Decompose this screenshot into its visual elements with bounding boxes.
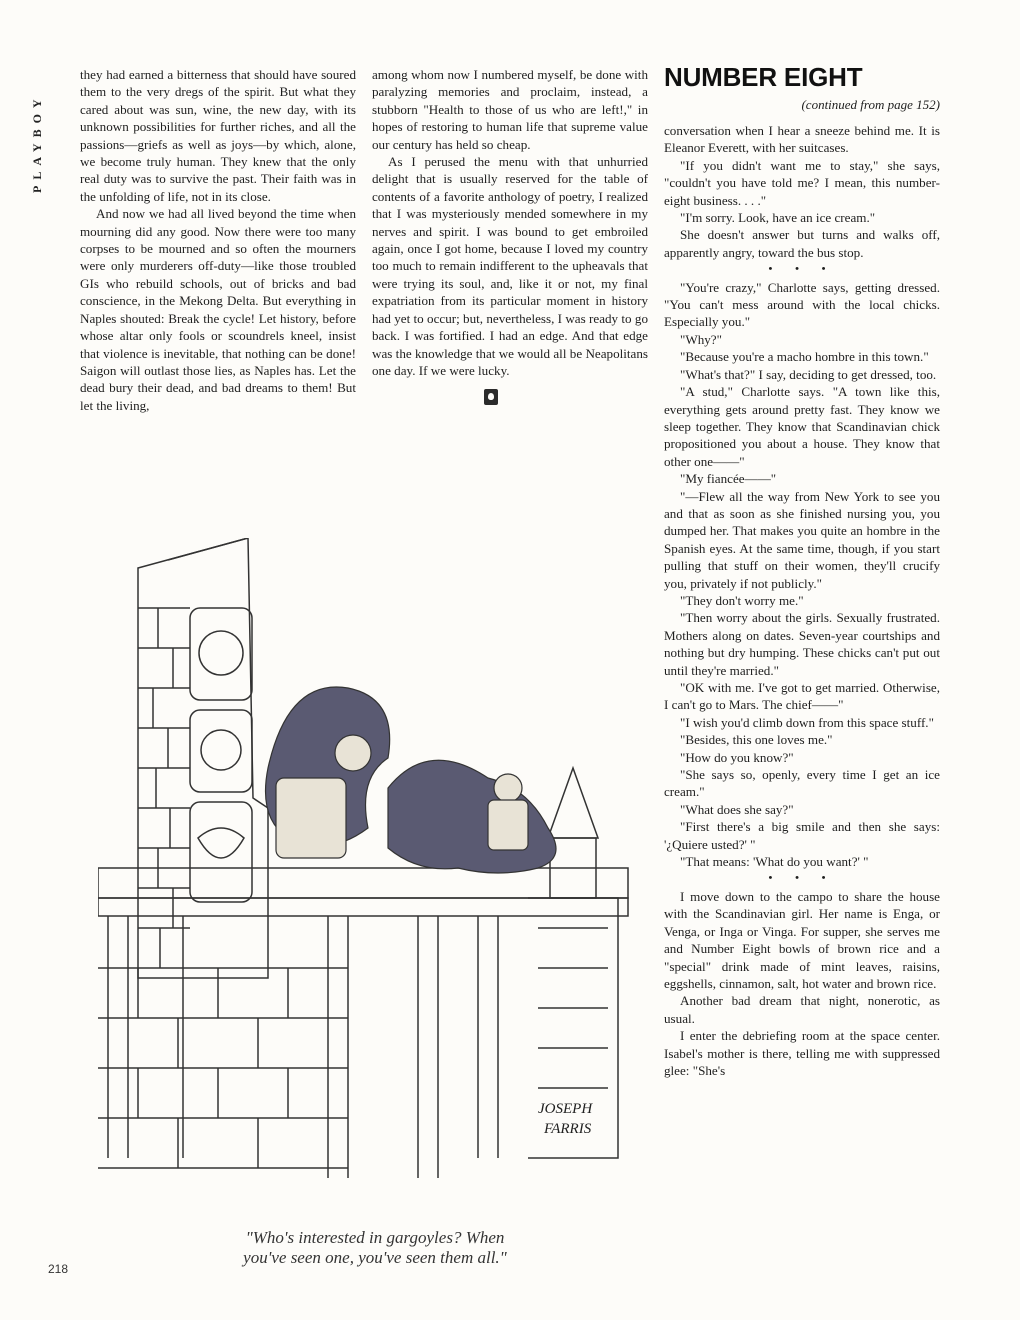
- paragraph: I enter the debriefing room at the space center. Isabel's mother is there, telling me with suppressed glee: "She's: [664, 1028, 940, 1078]
- paragraph: Another bad dream that night, nonerotic, as usual.: [664, 993, 940, 1026]
- paragraph: She doesn't answer but turns and walks off, apparently angry, toward the bus stop.: [664, 227, 940, 260]
- section-break: • • •: [768, 872, 836, 885]
- paragraph: And now we had all lived beyond the time when mourning did any good. Now there were too many corpses to be mourned and so often the mourners were only murderers off-duty—like those troubled GIs who rebuild schools, out of bricks and bad conscience, in the Mekong Delta. But everything in Naples shouted: Break the cycle! Let history, before whose altar only fools or scoundrels kneel, insist that violence is inevitable, that nothing can be done! Saigon will outlast those lies, as Naples has. Let the dead bury their dead, and bad dreams to them! But let the living,: [80, 206, 356, 413]
- paragraph: "She says so, openly, every time I get an ice cream.": [664, 767, 940, 800]
- paragraph: "Because you're a macho hombre in this town.": [680, 349, 929, 365]
- gargoyle-cartoon: [98, 538, 654, 1218]
- article-column-3: [664, 122, 940, 1079]
- rabbit-end-mark-icon: [484, 389, 498, 405]
- cartoon-caption: [150, 1228, 600, 1268]
- paragraph: "What does she say?": [680, 801, 794, 817]
- continued-from-note: (continued from page 152): [801, 97, 940, 112]
- page-number: 218: [48, 1262, 69, 1276]
- paragraph: "If you didn't want me to stay," she says, "couldn't you have told me? I mean, this number-eight business. . . .": [664, 157, 940, 208]
- paragraph: "Then worry about the girls. Sexually frustrated. Mothers along on dates. Seven-year courtships and nothing but dry humping. These chicks can't put out until they're married.": [664, 610, 940, 678]
- paragraph: "That means: 'What do you want?' ": [680, 854, 869, 870]
- article-column-2: [372, 66, 648, 405]
- paragraph: "—Flew all the way from New York to see you and that as soon as she finished nursing you, you dumped her. That makes you quite an hombre in the Spanish eyes. At the same time, though, if you start pulling that stuff on their women, they'll crucify you, privately if not publicly.": [664, 488, 940, 591]
- paragraph: "A stud," Charlotte says. "A town like this, everything gets around pretty fast. They know we sleep together. They know that Scandinavian chick propositioned you about a house. They know that other one——": [664, 384, 940, 469]
- paragraph: As I perused the menu with that unhurried delight that is usually reserved for the table of contents of a favorite anthology of poetry, I realized that I was mysteriously mended somewhere in my nerves and spirit. I was bound to get embroiled again, once I got home, because I loved my country too much to remain indifferent to the upheavals that were trying its soul, and, like it or not, my final expatriation from its particular moment in history had yet to occur; but, nevertheless, I was ready to go back. I was fortified. I had an edge. And that edge was the knowledge that we would all be Neapolitans one day. If we were lucky.: [372, 154, 648, 378]
- paragraph: among whom now I numbered myself, be done with paralyzing memories and proclaim, instead, a stubborn "Health to those of us who are left!," in hopes of restoring to human life that supreme value our century has held so cheap.: [372, 67, 648, 152]
- paragraph: "They don't worry me.": [680, 592, 804, 608]
- paragraph: "Why?": [680, 331, 722, 347]
- story-headline: NUMBER EIGHT: [664, 62, 863, 92]
- paragraph: "Besides, this one loves me.": [680, 732, 833, 748]
- paragraph: "You're crazy," Charlotte says, getting dressed. "You can't mess around with the local chicks. Especially you.": [664, 279, 940, 330]
- article-column-1: [80, 66, 356, 414]
- paragraph: "I wish you'd climb down from this space stuff.": [680, 714, 934, 730]
- paragraph: I move down to the campo to share the house with the Scandinavian girl. Her name is Enga, or Venga, or Inga or Vinga. For supper, she serves me and Number Eight bowls of brown rice and a "special" drink made of mint leaves, raisins, eggshells, cinnamon, salt, hot water and brown rice.: [664, 888, 940, 991]
- caption-line: you've seen one, you've seen them all.": [243, 1248, 507, 1267]
- cartoonist-signature: JOSEPH: [538, 1101, 593, 1117]
- paragraph: "OK with me. I've got to get married. Otherwise, I can't go to Mars. The chief——": [664, 680, 940, 713]
- paragraph: they had earned a bitterness that should have soured them to the very dregs of the spirit. But what they cared about was sun, wine, the new day, with its unknown possibilities for further riches, and all the passions—griefs as well as joys—by which, alone, we become truly human. They knew that the only real duty was to survive the past. Their faith was in the unfolding of life, not in its close.: [80, 67, 356, 204]
- paragraph: "What's that?" I say, deciding to get dressed, too.: [680, 366, 937, 382]
- magazine-logo: PLAYBOY: [30, 93, 44, 193]
- caption-line: "Who's interested in gargoyles? When: [245, 1228, 505, 1247]
- section-break: • • •: [768, 263, 836, 276]
- paragraph: "How do you know?": [680, 749, 794, 765]
- paragraph: "I'm sorry. Look, have an ice cream.": [680, 210, 876, 226]
- paragraph: conversation when I hear a sneeze behind me. It is Eleanor Everett, with her suitcases.: [664, 123, 940, 156]
- paragraph: "My fiancée——": [680, 471, 777, 487]
- paragraph: "First there's a big smile and then she says: '¿Quiere usted?' ": [664, 819, 940, 852]
- cartoonist-signature: FARRIS: [544, 1121, 592, 1137]
